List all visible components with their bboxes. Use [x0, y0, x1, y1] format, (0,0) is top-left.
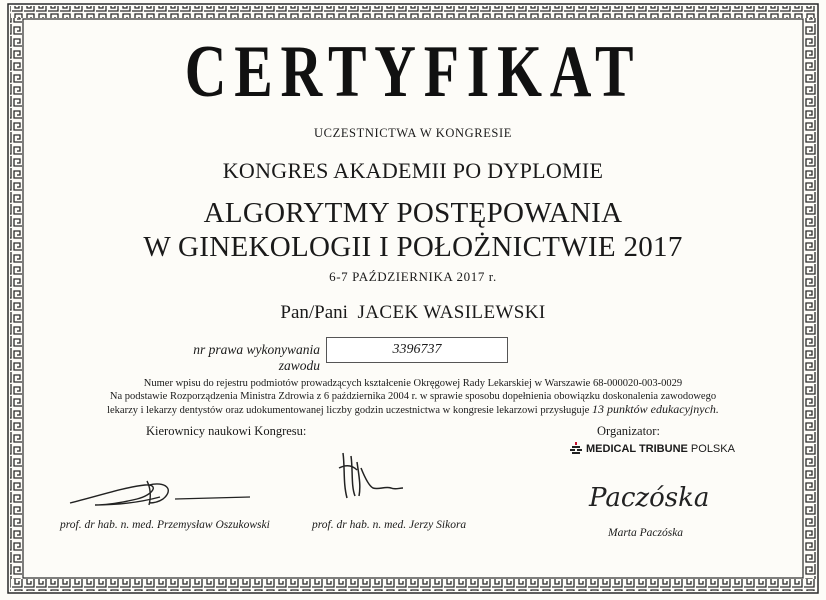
- signature-oszukowski: [65, 475, 265, 515]
- congress-dates: 6-7 PAŹDZIERNIKA 2017 r.: [329, 269, 497, 284]
- organizer-label: Organizator:: [597, 424, 660, 438]
- note-line-3-text: lekarzy i lekarzy dentystów oraz udokumentowanej liczby godzin uczestnictwa w kongresie lekarzowi przysługuje: [107, 405, 590, 416]
- congress-name: KONGRES AKADEMII PO DYPLOMIE: [222, 158, 604, 183]
- signature-sikora: [335, 448, 405, 503]
- signature-paczoska: [585, 470, 710, 520]
- medical-tribune-mark-icon: [570, 442, 584, 456]
- signature-paczoska-text: Paczóska: [589, 483, 710, 513]
- recipient-line: [0, 302, 826, 324]
- scientific-leaders-label: Kierownicy naukowi Kongresu:: [146, 424, 307, 438]
- education-points: 13 punktów edukacyjnych.: [591, 402, 719, 416]
- signer-oszukowski: prof. dr hab. n. med. Przemysław Oszukowski: [60, 519, 270, 531]
- accreditation-notes: [0, 377, 826, 417]
- signer-paczoska: Marta Paczóska: [608, 527, 684, 539]
- organizer-brand: MEDICAL TRIBUNE: [586, 443, 688, 455]
- signer-sikora: prof. dr hab. n. med. Jerzy Sikora: [312, 519, 467, 531]
- recipient-prefix: Pan/Pani: [280, 302, 348, 323]
- certificate-subtitle: UCZESTNICTWA W KONGRESIE: [314, 126, 512, 140]
- note-line-2: Na podstawie Rozporządzenia Ministra Zdrowia z 6 października 2004 r. w sprawie sposobu dopełnienia obowiązku doskonalenia zawodowego: [109, 391, 717, 402]
- certificate-title: CERTYFIKAT: [184, 31, 642, 113]
- congress-topic-line2: W GINEKOLOGII I POŁOŻNICTWIE 2017: [143, 231, 683, 263]
- congress-topic-line1: ALGORYTMY POSTĘPOWANIA: [203, 197, 623, 229]
- organizer-country: POLSKA: [690, 443, 735, 455]
- medical-tribune-logo: [570, 442, 735, 458]
- license-number-box: 3396737: [326, 337, 508, 363]
- license-label: nr prawa wykonywania zawodu: [193, 342, 320, 373]
- note-line-1: Numer wpisu do rejestru podmiotów prowadzących kształcenie Okręgowej Rady Lekarskiej w Warszawie 68-000020-003-0029: [143, 378, 683, 389]
- note-line-3: [0, 403, 826, 417]
- recipient-name: JACEK WASILEWSKI: [357, 302, 546, 323]
